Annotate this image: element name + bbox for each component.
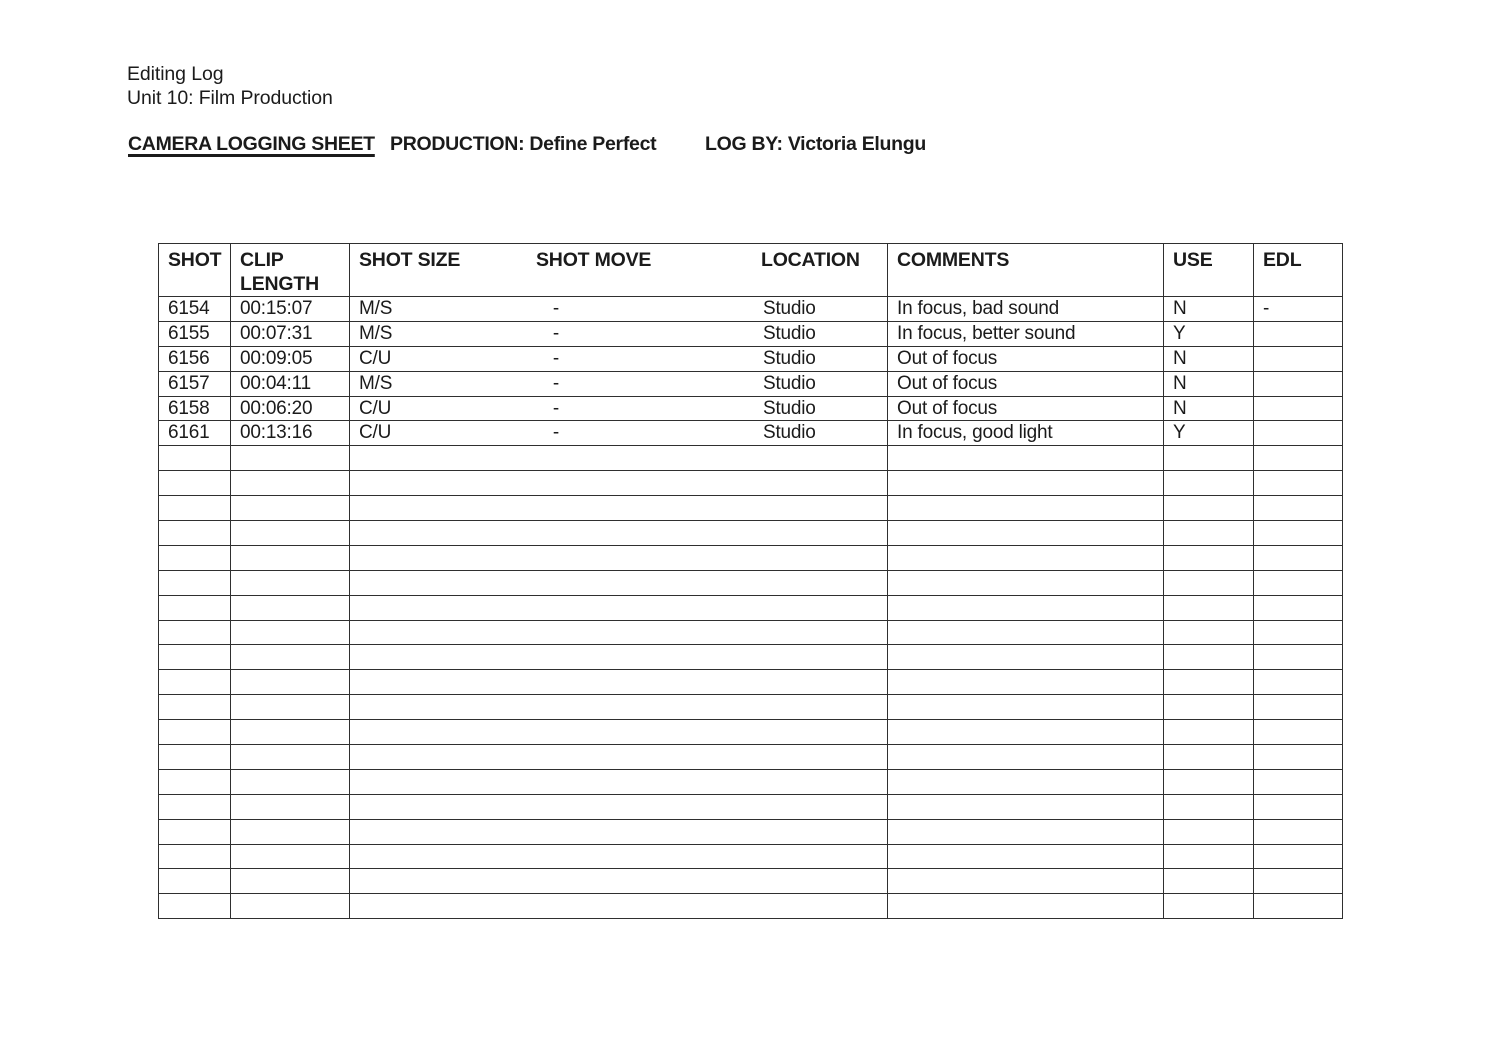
empty-table-row xyxy=(159,769,1343,794)
cell-shot xyxy=(159,869,231,894)
cell-use xyxy=(1164,695,1254,720)
sheet-header-line xyxy=(0,133,1500,159)
cell-use xyxy=(1164,794,1254,819)
cell-use: Y xyxy=(1164,321,1254,346)
col-header-size-move-location xyxy=(350,244,888,297)
cell-edl xyxy=(1254,769,1343,794)
cell-comments xyxy=(888,446,1164,471)
cell-shot xyxy=(159,695,231,720)
cell-size-move-location xyxy=(350,769,888,794)
cell-shot xyxy=(159,745,231,770)
cell-comments xyxy=(888,521,1164,546)
empty-table-row xyxy=(159,794,1343,819)
cell-shot-move: - xyxy=(552,347,560,369)
cell-use xyxy=(1164,720,1254,745)
cell-edl xyxy=(1254,844,1343,869)
cell-comments: In focus, better sound xyxy=(888,321,1164,346)
cell-shot xyxy=(159,521,231,546)
cell-use xyxy=(1164,521,1254,546)
cell-shot-move: - xyxy=(552,297,560,319)
cell-clip-length xyxy=(231,844,350,869)
cell-edl xyxy=(1254,521,1343,546)
cell-edl xyxy=(1254,869,1343,894)
col-header-shot: SHOT xyxy=(159,244,231,297)
cell-size-move-location xyxy=(350,321,888,346)
cell-shot xyxy=(159,670,231,695)
cell-comments: In focus, bad sound xyxy=(888,297,1164,322)
table-row xyxy=(159,421,1343,446)
table-row xyxy=(159,371,1343,396)
cell-comments xyxy=(888,545,1164,570)
cell-location: Studio xyxy=(763,297,816,319)
cell-edl xyxy=(1254,321,1343,346)
cell-clip-length xyxy=(231,570,350,595)
cell-comments xyxy=(888,745,1164,770)
cell-use xyxy=(1164,545,1254,570)
empty-table-row xyxy=(159,595,1343,620)
cell-shot xyxy=(159,720,231,745)
empty-table-row xyxy=(159,521,1343,546)
cell-comments xyxy=(888,570,1164,595)
cell-clip-length xyxy=(231,894,350,919)
cell-clip-length xyxy=(231,745,350,770)
cell-comments xyxy=(888,645,1164,670)
cell-clip-length xyxy=(231,446,350,471)
empty-table-row xyxy=(159,745,1343,770)
empty-table-row xyxy=(159,471,1343,496)
cell-use xyxy=(1164,769,1254,794)
cell-edl xyxy=(1254,396,1343,421)
cell-shot xyxy=(159,570,231,595)
empty-table-row xyxy=(159,570,1343,595)
cell-clip-length xyxy=(231,645,350,670)
cell-shot-size: C/U xyxy=(359,422,392,444)
cell-clip-length xyxy=(231,521,350,546)
cell-edl xyxy=(1254,745,1343,770)
cell-use xyxy=(1164,844,1254,869)
cell-use xyxy=(1164,819,1254,844)
cell-size-move-location xyxy=(350,695,888,720)
cell-clip-length xyxy=(231,695,350,720)
cell-size-move-location xyxy=(350,620,888,645)
cell-edl xyxy=(1254,570,1343,595)
cell-location: Studio xyxy=(763,397,816,419)
cell-location: Studio xyxy=(763,322,816,344)
cell-clip-length xyxy=(231,471,350,496)
cell-edl xyxy=(1254,421,1343,446)
cell-size-move-location xyxy=(350,819,888,844)
cell-shot xyxy=(159,819,231,844)
col-header-shot-size: SHOT SIZE xyxy=(359,249,461,271)
cell-use xyxy=(1164,570,1254,595)
cell-clip-length xyxy=(231,720,350,745)
col-header-shot-move: SHOT MOVE xyxy=(536,249,652,271)
cell-comments xyxy=(888,869,1164,894)
cell-comments xyxy=(888,695,1164,720)
cell-clip-length: 00:07:31 xyxy=(231,321,350,346)
cell-use xyxy=(1164,595,1254,620)
cell-clip-length: 00:15:07 xyxy=(231,297,350,322)
cell-comments xyxy=(888,769,1164,794)
cell-shot-move: - xyxy=(552,372,560,394)
cell-size-move-location xyxy=(350,297,888,322)
cell-comments xyxy=(888,496,1164,521)
cell-location: Studio xyxy=(763,372,816,394)
cell-size-move-location xyxy=(350,720,888,745)
cell-shot: 6154 xyxy=(159,297,231,322)
col-header-clip-length: CLIP LENGTH xyxy=(231,244,350,297)
cell-shot: 6161 xyxy=(159,421,231,446)
table-row xyxy=(159,321,1343,346)
cell-use: N xyxy=(1164,297,1254,322)
cell-shot-size: M/S xyxy=(359,322,393,344)
cell-comments xyxy=(888,595,1164,620)
cell-clip-length xyxy=(231,869,350,894)
cell-size-move-location xyxy=(350,645,888,670)
cell-size-move-location xyxy=(350,396,888,421)
cell-shot-size: C/U xyxy=(359,347,392,369)
cell-clip-length xyxy=(231,620,350,645)
cell-edl xyxy=(1254,645,1343,670)
cell-size-move-location xyxy=(350,894,888,919)
cell-edl xyxy=(1254,720,1343,745)
cell-size-move-location xyxy=(350,570,888,595)
cell-shot-size: C/U xyxy=(359,397,392,419)
cell-edl xyxy=(1254,794,1343,819)
cell-size-move-location xyxy=(350,521,888,546)
empty-table-row xyxy=(159,844,1343,869)
cell-comments xyxy=(888,720,1164,745)
cell-size-move-location xyxy=(350,496,888,521)
cell-shot-move: - xyxy=(552,397,560,419)
col-header-location: LOCATION xyxy=(761,249,860,271)
cell-shot xyxy=(159,446,231,471)
sheet-title: CAMERA LOGGING SHEET xyxy=(128,133,375,155)
cell-comments xyxy=(888,471,1164,496)
empty-table-row xyxy=(159,869,1343,894)
cell-shot: 6157 xyxy=(159,371,231,396)
cell-use xyxy=(1164,745,1254,770)
cell-size-move-location xyxy=(350,545,888,570)
cell-use xyxy=(1164,670,1254,695)
log-by-label: LOG BY: Victoria Elungu xyxy=(705,133,926,155)
cell-location: Studio xyxy=(763,422,816,444)
empty-table-row xyxy=(159,446,1343,471)
cell-edl xyxy=(1254,471,1343,496)
cell-clip-length xyxy=(231,769,350,794)
cell-comments: Out of focus xyxy=(888,396,1164,421)
cell-edl xyxy=(1254,695,1343,720)
cell-edl xyxy=(1254,595,1343,620)
cell-clip-length xyxy=(231,595,350,620)
cell-shot xyxy=(159,545,231,570)
empty-table-row xyxy=(159,720,1343,745)
cell-shot: 6156 xyxy=(159,346,231,371)
cell-use: Y xyxy=(1164,421,1254,446)
cell-comments: Out of focus xyxy=(888,371,1164,396)
empty-table-row xyxy=(159,620,1343,645)
cell-edl xyxy=(1254,371,1343,396)
empty-table-row xyxy=(159,695,1343,720)
doc-title-block xyxy=(127,62,333,110)
camera-log-table xyxy=(158,243,1343,919)
cell-shot-size: M/S xyxy=(359,297,393,319)
cell-use: N xyxy=(1164,371,1254,396)
table-header-row xyxy=(159,244,1343,297)
cell-clip-length: 00:04:11 xyxy=(231,371,350,396)
table-row xyxy=(159,346,1343,371)
cell-shot xyxy=(159,620,231,645)
cell-use xyxy=(1164,869,1254,894)
doc-title-line2: Unit 10: Film Production xyxy=(127,87,333,109)
cell-edl xyxy=(1254,346,1343,371)
col-header-use: USE xyxy=(1164,244,1254,297)
production-label: PRODUCTION: Define Perfect xyxy=(390,133,657,155)
cell-size-move-location xyxy=(350,745,888,770)
cell-size-move-location xyxy=(350,869,888,894)
cell-comments xyxy=(888,894,1164,919)
cell-comments xyxy=(888,794,1164,819)
cell-comments: Out of focus xyxy=(888,346,1164,371)
cell-edl: - xyxy=(1254,297,1343,322)
cell-size-move-location xyxy=(350,371,888,396)
empty-table-row xyxy=(159,545,1343,570)
cell-size-move-location xyxy=(350,670,888,695)
cell-comments xyxy=(888,819,1164,844)
cell-edl xyxy=(1254,446,1343,471)
cell-edl xyxy=(1254,894,1343,919)
empty-table-row xyxy=(159,496,1343,521)
cell-size-move-location xyxy=(350,446,888,471)
cell-size-move-location xyxy=(350,421,888,446)
cell-edl xyxy=(1254,496,1343,521)
cell-clip-length: 00:06:20 xyxy=(231,396,350,421)
cell-edl xyxy=(1254,819,1343,844)
table-row xyxy=(159,396,1343,421)
cell-clip-length xyxy=(231,545,350,570)
cell-location: Studio xyxy=(763,347,816,369)
empty-table-row xyxy=(159,670,1343,695)
cell-shot xyxy=(159,471,231,496)
col-header-edl: EDL xyxy=(1254,244,1343,297)
cell-shot: 6155 xyxy=(159,321,231,346)
cell-shot xyxy=(159,794,231,819)
cell-shot xyxy=(159,844,231,869)
cell-edl xyxy=(1254,670,1343,695)
cell-comments: In focus, good light xyxy=(888,421,1164,446)
cell-use xyxy=(1164,446,1254,471)
cell-shot xyxy=(159,595,231,620)
cell-shot-size: M/S xyxy=(359,372,393,394)
cell-clip-length: 00:13:16 xyxy=(231,421,350,446)
cell-size-move-location xyxy=(350,844,888,869)
cell-size-move-location xyxy=(350,794,888,819)
cell-use xyxy=(1164,496,1254,521)
cell-comments xyxy=(888,844,1164,869)
cell-use: N xyxy=(1164,396,1254,421)
cell-clip-length xyxy=(231,670,350,695)
cell-use xyxy=(1164,471,1254,496)
cell-shot xyxy=(159,894,231,919)
doc-title-line1: Editing Log xyxy=(127,63,224,85)
cell-comments xyxy=(888,620,1164,645)
empty-table-row xyxy=(159,819,1343,844)
col-header-comments: COMMENTS xyxy=(888,244,1164,297)
cell-clip-length xyxy=(231,794,350,819)
cell-shot-move: - xyxy=(552,322,560,344)
cell-clip-length xyxy=(231,496,350,521)
cell-use xyxy=(1164,645,1254,670)
table-row xyxy=(159,297,1343,322)
cell-edl xyxy=(1254,620,1343,645)
cell-edl xyxy=(1254,545,1343,570)
cell-clip-length: 00:09:05 xyxy=(231,346,350,371)
cell-shot xyxy=(159,496,231,521)
empty-table-row xyxy=(159,645,1343,670)
cell-size-move-location xyxy=(350,346,888,371)
cell-size-move-location xyxy=(350,471,888,496)
cell-size-move-location xyxy=(350,595,888,620)
cell-shot xyxy=(159,769,231,794)
cell-clip-length xyxy=(231,819,350,844)
cell-use xyxy=(1164,620,1254,645)
cell-shot: 6158 xyxy=(159,396,231,421)
empty-table-row xyxy=(159,894,1343,919)
cell-comments xyxy=(888,670,1164,695)
cell-shot xyxy=(159,645,231,670)
cell-use xyxy=(1164,894,1254,919)
cell-use: N xyxy=(1164,346,1254,371)
cell-shot-move: - xyxy=(552,422,560,444)
